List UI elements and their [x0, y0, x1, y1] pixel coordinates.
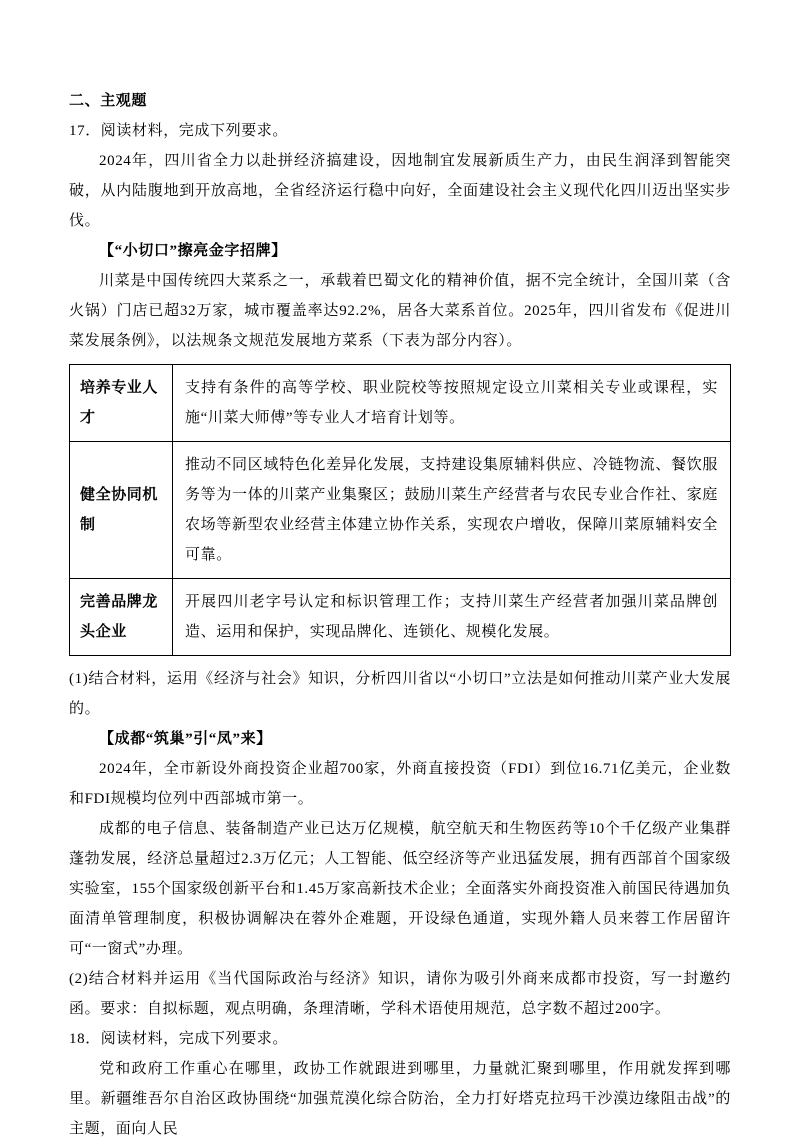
table-row-content: 推动不同区域特色化差异化发展，支持建设集原辅料供应、冷链物流、餐饮服务等为一体的川菜产业集聚区；鼓励川菜生产经营者与农民专业合作社、家庭农场等新型农业经营主体建立协作关系，实现农户增收，保障川菜原辅料安全可靠。	[173, 442, 731, 579]
section-title: 二、主观题	[69, 93, 148, 109]
table-row	[70, 442, 731, 579]
table-row	[70, 579, 731, 656]
table-row-header: 健全协同机制	[70, 442, 173, 579]
regulation-content-table	[69, 364, 731, 656]
question-17-material-heading-1: 【“小切口”擦亮金字招牌】	[99, 243, 287, 259]
regulation-table-body	[70, 365, 731, 656]
question-17-material-heading-2: 【成都“筑巢”引“凤”来】	[99, 731, 272, 747]
question-17-intro: 2024年，四川省全力以赴拼经济搞建设，因地制宜发展新质生产力，由民生润泽到智能突破，从内陆腹地到开放高地，全省经济运行稳中向好，全面建设社会主义现代化四川迈出坚实步伐。	[69, 153, 731, 229]
table-row-header: 培养专业人才	[70, 365, 173, 442]
table-row-header: 完善品牌龙头企业	[70, 579, 173, 656]
question-17-material-3: 成都的电子信息、装备制造产业已达万亿规模，航空航天和生物医药等10个千亿级产业集群蓬勃发展，经济总量超过2.3万亿元；人工智能、低空经济等产业迅猛发展，拥有西部首个国家级实验室，155个国家级创新平台和1.45万家高新技术企业；全面落实外商投资准入前国民待遇加负面清单管理制度，积极协调解决在蓉外企难题，开设绿色通道，实现外籍人员来蓉工作居留许可“一窗式”办理。	[69, 821, 731, 957]
question-18-stem: 18．阅读材料，完成下列要求。	[69, 1031, 289, 1047]
question-17-subquestion-1: (1)结合材料，运用《经济与社会》知识，分析四川省以“小切口”立法是如何推动川菜产业大发展的。	[69, 671, 731, 717]
question-17-material-1: 川菜是中国传统四大菜系之一，承载着巴蜀文化的精神价值，据不完全统计，全国川菜（含火锅）门店已超32万家，城市覆盖率达92.2%，居各大菜系首位。2025年，四川省发布《促进川菜发展条例》，以法规条文规范发展地方菜系（下表为部分内容）。	[69, 273, 731, 349]
question-18-material-1: 党和政府工作重心在哪里，政协工作就跟进到哪里，力量就汇聚到哪里，作用就发挥到哪里。新疆维吾尔自治区政协围绕“加强荒漠化综合防治，全力打好塔克拉玛干沙漠边缘阻击战”的主题，面向人民	[69, 1061, 731, 1137]
question-17-material-2: 2024年，全市新设外商投资企业超700家，外商直接投资（FDI）到位16.71亿美元，企业数和FDI规模均位列中西部城市第一。	[69, 761, 731, 807]
question-17-subquestion-2: (2)结合材料并运用《当代国际政治与经济》知识，请你为吸引外商来成都市投资，写一封邀约函。要求：自拟标题，观点明确，条理清晰，学科术语使用规范，总字数不超过200字。	[69, 971, 731, 1017]
table-row	[70, 365, 731, 442]
table-row-content: 支持有条件的高等学校、职业院校等按照规定设立川菜相关专业或课程，实施“川菜大师傅”等专业人才培育计划等。	[173, 365, 731, 442]
table-row-content: 开展四川老字号认定和标识管理工作；支持川菜生产经营者加强川菜品牌创造、运用和保护，实现品牌化、连锁化、规模化发展。	[173, 579, 731, 656]
question-17-stem: 17．阅读材料，完成下列要求。	[69, 123, 289, 139]
